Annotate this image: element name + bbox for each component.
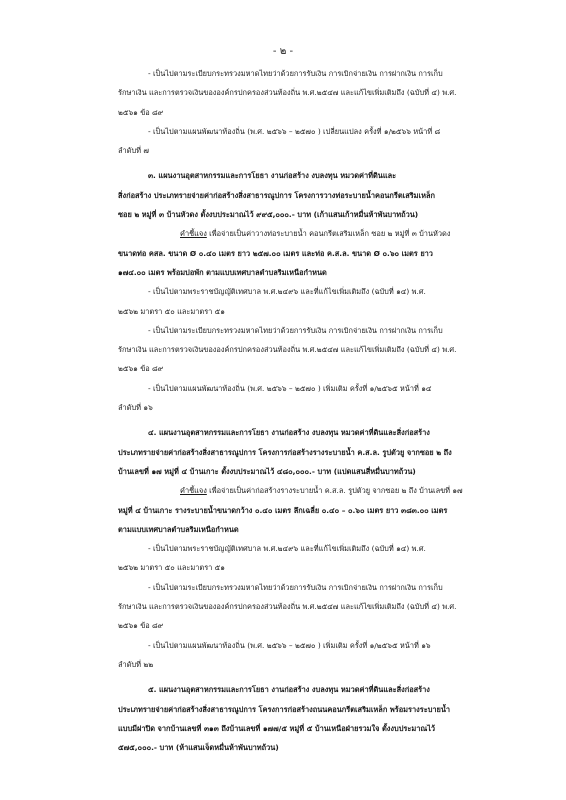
text-line-content: ๒๕๖๑ ข้อ ๘๙ (118, 621, 164, 631)
text-line (0, 244, 566, 263)
text-line-content: ๓. แผนงานอุตสาหกรรมและการโยธา งานก่อสร้าง งบลงทุน หมวดค่าที่ดินและ (148, 171, 397, 181)
text-line (0, 122, 566, 141)
text-line (0, 578, 566, 597)
text-line (0, 443, 566, 462)
text-line-content: สิ่งก่อสร้าง ประเภทรายจ่ายค่าก่อสร้างสิ่งสาธารณูปการ โครงการวางท่อระบายน้ำคอนกรีตเสริมเหล็ก (118, 190, 435, 200)
text-line (0, 83, 566, 102)
text-line-content: - เป็นไปตามพระราชบัญญัติเทศบาล พ.ศ.๒๔๙๖ และที่แก้ไขเพิ่มเติมถึง (ฉบับที่ ๑๔) พ.ศ. (148, 544, 426, 554)
text-line-content: ลำดับที่ ๑๖ (118, 403, 153, 413)
text-line-content: - เป็นไปตามพระราชบัญญัติเทศบาล พ.ศ.๒๔๙๖ และที่แก้ไขเพิ่มเติมถึง (ฉบับที่ ๑๔) พ.ศ. (148, 287, 426, 297)
text-line (0, 282, 566, 301)
text-line (0, 558, 566, 577)
text-line-content: ๒๕๖๑ ข้อ ๘๙ (118, 364, 164, 374)
text-line (0, 539, 566, 558)
text-line (0, 719, 566, 738)
text-line (0, 359, 566, 378)
text-line-content: - เป็นไปตามระเบียบกระทรวงมหาดไทยว่าด้วยการรับเงิน การเบิกจ่ายเงิน การฝากเงิน การเก็บ (148, 69, 443, 78)
text-line (0, 501, 566, 520)
text-line (0, 616, 566, 635)
text-line (0, 520, 566, 539)
text-line (0, 398, 566, 417)
text-line (0, 340, 566, 359)
text-line-content: ประเภทรายจ่ายค่าก่อสร้างสิ่งสาธารณูปการ โครงการก่อสร้างรางระบายน้ำ ค.ส.ล. รูปตัวยู จากซอย ๒ ถึง (118, 447, 452, 457)
text-line (0, 302, 566, 321)
text-line-content: ๕. แผนงานอุตสาหกรรมและการโยธา งานก่อสร้าง งบลงทุน หมวดค่าที่ดินและสิ่งก่อสร้าง (148, 685, 430, 695)
text-line (0, 655, 566, 674)
text-line (0, 205, 566, 224)
text-line (0, 597, 566, 616)
text-line-content: ประเภทรายจ่ายค่าก่อสร้างสิ่งสาธารณูปการ โครงการก่อสร้างถนนคอนกรีตเสริมเหล็ก พร้อมรางระบายน้ำ (118, 704, 451, 714)
text-line-content: บ้านเลขที่ ๑๗ หมู่ที่ ๔ บ้านเกาะ ตั้งงบประมาณไว้ ๔๘๐,๐๐๐.- บาท (แปดแสนสี่หมื่นบาทถ้วน) (118, 466, 416, 476)
text-line-content: ๒๕๖๒ มาตรา ๕๐ และมาตรา ๕๑ (118, 563, 225, 573)
explanation-label: คำชี้แจง (180, 486, 207, 496)
text-line-content: ๕๗๕,๐๐๐.- บาท (ห้าแสนเจ็ดหมื่นห้าพันบาทถ้วน) (118, 743, 279, 753)
text-line (0, 700, 566, 719)
text-line-content: ๒๕๖๒ มาตรา ๕๐ และมาตรา ๕๑ (118, 306, 225, 316)
text-line-content: ตามแบบเทศบาลตำบลริมเหนือกำหนด (118, 524, 239, 534)
text-line-content: รักษาเงิน และการตรวจเงินขององค์กรปกครองส่วนท้องถิ่น พ.ศ.๒๕๔๗ และแก้ไขเพิ่มเติมถึง (ฉบับที่ ๔) พ.ศ. (118, 602, 457, 612)
text-line-content: เพื่อจ่ายเป็นค่าก่อสร้างรางระบายน้ำ ค.ส.ล. รูปตัวยู จากซอย ๒ ถึง บ้านเลขที่ ๑๗ (206, 486, 463, 496)
text-line (0, 462, 566, 481)
text-line-content: ลำดับที่ ๗ (118, 146, 149, 156)
document-body (0, 64, 566, 757)
text-line (0, 263, 566, 282)
page-number: - ๒ - (272, 46, 294, 57)
text-line (0, 103, 566, 122)
text-line (0, 64, 566, 83)
text-line (0, 224, 566, 243)
text-line-content: ๒๕๖๑ ข้อ ๘๙ (118, 107, 164, 117)
text-line-content: ๑๗๔.๐๐ เมตร พร้อมบ่อพัก ตามแบบเทศบาลตำบลริมเหนือกำหนด (118, 267, 327, 277)
text-line-content: หมู่ที่ ๔ บ้านเกาะ รางระบายน้ำขนาดกว้าง ๐.๔๐ เมตร ลึกเฉลี่ย ๐.๔๐ – ๐.๖๐ เมตร ยาว ๓๘๓.๐๐ เมตร (118, 505, 448, 515)
text-line-content: ขนาดท่อ คสล. ขนาด Ø ๐.๔๐ เมตร ยาว ๒๕๗.๐๐ เมตร และท่อ ค.ส.ล. ขนาด Ø ๐.๖๐ เมตร ยาว (118, 248, 433, 258)
text-line-content: รักษาเงิน และการตรวจเงินขององค์กรปกครองส่วนท้องถิ่น พ.ศ.๒๕๔๗ และแก้ไขเพิ่มเติมถึง (ฉบับที่ ๔) พ.ศ. (118, 88, 457, 98)
text-line-content: รักษาเงิน และการตรวจเงินขององค์กรปกครองส่วนท้องถิ่น พ.ศ.๒๕๔๗ และแก้ไขเพิ่มเติมถึง (ฉบับที่ ๔) พ.ศ. (118, 345, 457, 355)
text-line-content: - เป็นไปตามระเบียบกระทรวงมหาดไทยว่าด้วยการรับเงิน การเบิกจ่ายเงิน การฝากเงิน การเก็บ (148, 325, 443, 335)
text-line (0, 423, 566, 442)
text-line-content: - เป็นไปตามแผนพัฒนาท้องถิ่น (พ.ศ. ๒๕๖๖ – ๒๕๗๐ ) เปลี่ยนแปลง ครั้งที่ ๑/๒๕๖๖ หน้าที่ ๘ (148, 126, 441, 136)
text-line (0, 481, 566, 500)
text-line (0, 186, 566, 205)
text-line-content: - เป็นไปตามระเบียบกระทรวงมหาดไทยว่าด้วยการรับเงิน การเบิกจ่ายเงิน การฝากเงิน การเก็บ (148, 582, 443, 592)
text-line-content: ซอย ๒ หมู่ที่ ๓ บ้านหัวดง ตั้งงบประมาณไว้ ๙๙๕,๐๐๐.- บาท (เก้าแสนเก้าหมื่นห้าพันบาทถ้วน) (118, 210, 419, 220)
text-line-content: ๔. แผนงานอุตสาหกรรมและการโยธา งานก่อสร้าง งบลงทุน หมวดค่าที่ดินและสิ่งก่อสร้าง (148, 428, 430, 438)
text-line-content: - เป็นไปตามแผนพัฒนาท้องถิ่น (พ.ศ. ๒๕๖๖ – ๒๕๗๐ ) เพิ่มเติม ครั้งที่ ๑/๒๕๖๕ หน้าที่ ๑๖ (148, 640, 431, 650)
text-line (0, 166, 566, 185)
text-line (0, 680, 566, 699)
text-line (0, 321, 566, 340)
text-line (0, 738, 566, 757)
explanation-label: คำชี้แจง (180, 229, 207, 239)
text-line-content: - เป็นไปตามแผนพัฒนาท้องถิ่น (พ.ศ. ๒๕๖๖ – ๒๕๗๐ ) เพิ่มเติม ครั้งที่ ๑/๒๕๖๕ หน้าที่ ๑๔ (148, 383, 432, 393)
text-line-content: แบบมีฝาปิด จากบ้านเลขที่ ๓๑๓ ถึงบ้านเลขที่ ๑๗๗/๕ หมู่ที่ ๕ บ้านเหนือฝ่ายรวมใจ ตั้งงบประมาณไว้ (118, 723, 436, 733)
text-line (0, 379, 566, 398)
text-line (0, 636, 566, 655)
text-line-content: เพื่อจ่ายเป็นค่าวางท่อระบายน้ำ คอนกรีตเสริมเหล็ก ซอย ๒ หมู่ที่ ๓ บ้านหัวดง (206, 229, 451, 239)
text-line (0, 141, 566, 160)
text-line-content: ลำดับที่ ๒๒ (118, 659, 154, 669)
